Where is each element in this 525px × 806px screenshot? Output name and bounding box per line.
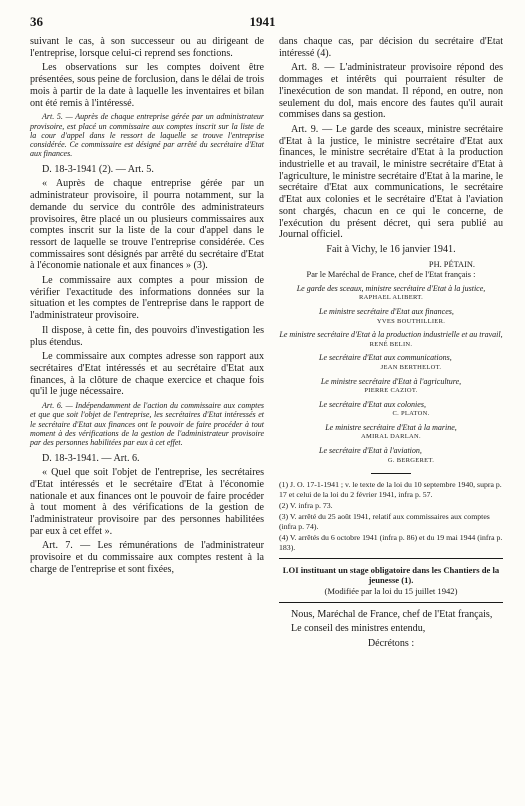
minister-name: YVES BOUTHILLIER. — [376, 317, 446, 325]
minister-entry — [279, 330, 503, 349]
paragraph: dans chaque cas, par décision du secrétaire d'Etat intéressé (4). — [279, 36, 503, 59]
paragraph: Art. 8. — L'administrateur provisoire répond des dommages et intérêts qui pourraient résulter de l'inexécution de son mandat. Il répond, en outre, non seulement du dol, mais encore des fautes qu'il aurait commises dans sa gestion. — [279, 62, 503, 121]
paragraph: Il dispose, à cette fin, des pouvoirs d'investigation les plus étendus. — [30, 324, 264, 348]
minister-entry — [279, 423, 503, 442]
paragraph: Le commissaire aux comptes adresse son rapport aux secrétaires d'Etat intéressés et au secrétaire d'Etat aux finances, à la clôture de chaque exercice et chaque fois qu'il le juge nécessaire. — [30, 351, 264, 398]
section-divider — [279, 558, 503, 559]
paragraph: Les observations sur les comptes doivent être présentées, sous peine de forclusion, dans le délai de trois mois à partir de la date à laquelle les inventaires et bilan ont été remis à l'intéressé. — [30, 62, 264, 109]
loi-subtitle: (Modifiée par la loi du 15 juillet 1942) — [324, 585, 458, 596]
minister-name: C. PLATON. — [392, 410, 430, 418]
minister-entry — [279, 377, 503, 396]
minister-name: JEAN BERTHELOT. — [380, 363, 442, 371]
decree-heading: D. 18-3-1941. — Art. 6. — [42, 452, 140, 464]
left-column — [30, 36, 264, 579]
footnote: (3) V. arrêté du 25 août 1941, relatif aux commissaires aux comptes (infra p. 74). — [279, 512, 490, 531]
footnote: (2) V. infra p. 73. — [279, 501, 333, 511]
minister-role: Le ministre secrétaire d'Etat à l'agriculture, — [320, 376, 462, 386]
right-column — [279, 36, 503, 653]
note-art-5 — [30, 112, 264, 158]
decree-heading: D. 18-3-1941 (2). — Art. 5. — [42, 163, 154, 175]
minister-name: AMIRAL DARLAN. — [361, 433, 421, 441]
paragraph: « Quel que soit l'objet de l'entreprise, les secrétaires d'Etat intéressés et le secrétaire d'Etat à l'économie nationale et aux finances ont le pouvoir de faire procéder à tout moment à des vérifications de la gestion de l'administrateur provisoire par des personnes habilitées par eux à cet effet ». — [30, 467, 264, 537]
minister-entry — [279, 353, 503, 372]
minister-entry — [279, 307, 503, 326]
minister-name: PIERRE CAZIOT. — [364, 387, 418, 395]
closing-line: Nous, Maréchal de France, chef de l'Etat français, — [291, 608, 493, 620]
minister-entry — [279, 446, 503, 465]
minister-role: Le secrétaire d'Etat aux colonies, — [319, 399, 426, 409]
minister-role: Le secrétaire d'Etat à l'aviation, — [319, 446, 422, 456]
note-lead: Art. 5. — [42, 112, 63, 122]
paragraph: suivant le cas, à son successeur ou au dirigeant de l'entreprise, lorsque celui-ci reprend ses fonctions. — [30, 36, 264, 59]
paragraph: Art. 9. — Le garde des sceaux, ministre secrétaire d'Etat à la justice, le ministre secrétaire d'Etat aux finances, le ministre secrétaire d'Etat à la production industrielle et au travail, le ministre secrétaire d'Etat à l'agriculture, le ministre secrétaire d'Etat à la marine, le secrétaire d'Etat aux communications, le secrétaire d'Etat aux colonies et le secrétaire d'Etat à l'aviation sont chargés, chacun en ce qui le concerne, de l'exécution du présent décret, qui sera publié au Journal officiel. — [279, 123, 503, 241]
note-text: — Auprès de chaque entreprise gérée par un administrateur provisoire, est placé un commissaire aux comptes inscrit sur la liste de la cour d'appel dans le ressort de laquelle se trouve l'entreprise considérée. Ce commissaire est désigné par arrêté du secrétaire d'Etat aux finances. — [30, 112, 265, 159]
page-header — [30, 14, 495, 30]
page-number: 36 — [30, 14, 43, 29]
minister-name: G. BERGERET. — [387, 456, 435, 464]
footnote: (4) V. arrêtés du 6 octobre 1941 (infra p. 86) et du 19 mai 1944 (infra p. 183). — [279, 533, 503, 552]
footnote: (1) J. O. 17-1-1941 ; v. le texte de la loi du 10 septembre 1940, supra p. 17 et celui de la loi du 2 février 1941, infra p. 57. — [279, 480, 502, 499]
note-lead: Art. 6. — [42, 401, 63, 411]
paragraph: Art. 7. — Les rémunérations de l'administrateur provisoire et du commissaire aux comptes restent à la charge de l'entreprise et sont fixées, — [30, 540, 264, 575]
paragraph: « Auprès de chaque entreprise gérée par un administrateur provisoire, il pourra notamment, sur la demande du service du contrôle des administrateurs provisoires, être placé un ou plusieurs commissaires aux comptes inscrit sur la liste de la cour d'appel dans le ressort de laquelle se trouve l'entreprise considérée. Ces commissaires sont désignés par arrêté du secrétaire d'Etat à l'économie nationale et aux finances » (3). — [30, 178, 264, 272]
running-year: 1941 — [249, 14, 276, 29]
signed-line: Fait à Vichy, le 16 janvier 1941. — [326, 243, 456, 255]
ministers-list — [279, 284, 503, 466]
closing-line: Le conseil des ministres entendu, — [291, 623, 426, 635]
closing-line: Décrétons : — [367, 638, 415, 650]
minister-role: Le ministre secrétaire d'Etat à la marine, — [325, 422, 457, 432]
signatory: PH. PÉTAIN. — [428, 259, 475, 269]
footnote-rule — [371, 473, 411, 474]
note-text: — Indépendamment de l'action du commissaire aux comptes et que que soit l'objet de l'entreprise, les secrétaires d'Etat intéressés et le secrétaire d'Etat aux finances ont le pouvoir de faire procéder à tout moment à des vérifications de la gestion de l'administrateur provisoire par des personnes habilitées par eux à cet effet. — [30, 401, 264, 448]
minister-entry — [279, 284, 503, 303]
by-order: Par le Maréchal de France, chef de l'Etat français : — [306, 270, 476, 280]
loi-title: LOI instituant un stage obligatoire dans les Chantiers de la jeunesse (1). — [282, 565, 500, 586]
minister-role: Le garde des sceaux, ministre secrétaire d'Etat à la justice, — [296, 283, 486, 293]
minister-entry — [279, 400, 503, 419]
minister-name: RENÉ BELIN. — [369, 340, 413, 348]
note-art-6 — [30, 401, 264, 447]
minister-name: RAPHAEL ALIBERT. — [359, 294, 423, 302]
paragraph: Le commissaire aux comptes a pour mission de vérifier l'exactitude des informations données sur la situation et les comptes de l'entreprise dans le rapport de l'administrateur provisoire. — [30, 275, 264, 322]
minister-role: Le secrétaire d'Etat aux communications, — [319, 353, 452, 363]
section-divider — [279, 602, 503, 603]
minister-role: Le ministre secrétaire d'Etat à la production industrielle et au travail, — [279, 330, 503, 340]
minister-role: Le ministre secrétaire d'Etat aux finances, — [319, 306, 454, 316]
